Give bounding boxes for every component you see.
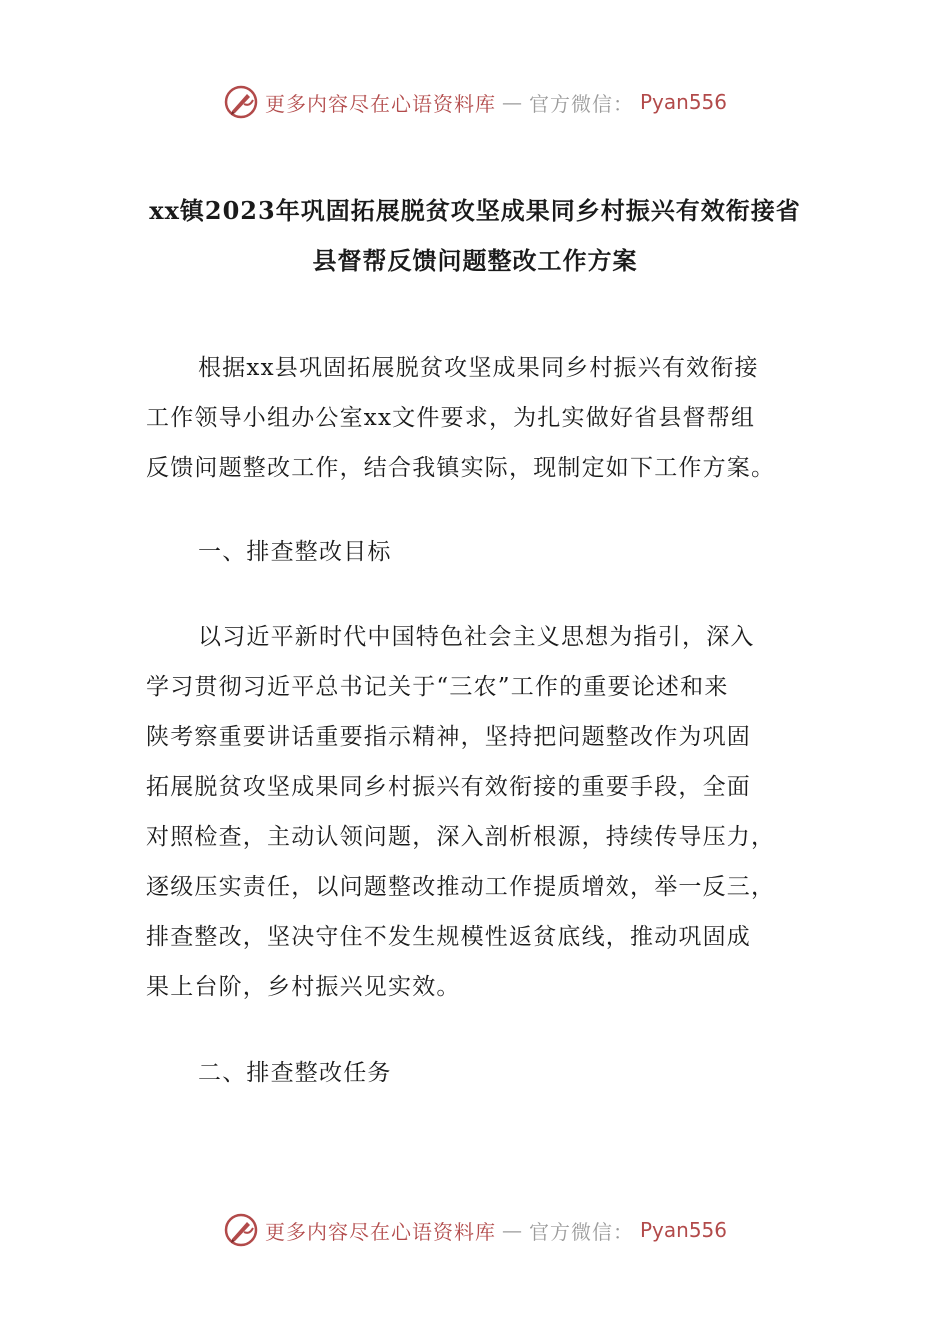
watermark-banner-top xyxy=(0,84,950,120)
title-line: 县督帮反馈问题整改工作方案 xyxy=(312,246,638,275)
watermark-site-text: 更多内容尽在心语资料库 xyxy=(264,1219,496,1244)
pen-logo-icon xyxy=(223,84,259,120)
section-1-paragraph xyxy=(146,612,806,1012)
paragraph-line: 学习贯彻习近平总书记关于“三农”工作的重要论述和来 xyxy=(146,674,729,700)
paragraph-line: 拓展脱贫攻坚成果同乡村振兴有效衔接的重要手段，全面 xyxy=(146,774,751,800)
intro-paragraph xyxy=(146,343,806,493)
section-1-heading xyxy=(146,527,806,577)
paragraph-line: 以习近平新时代中国特色社会主义思想为指引，深入 xyxy=(198,624,755,650)
paragraph-line: 果上台阶，乡村振兴见实效。 xyxy=(146,974,461,1000)
pen-logo-icon xyxy=(223,1212,259,1248)
paragraph-line: 对照检查，主动认领问题，深入剖析根源，持续传导压力， xyxy=(146,824,776,850)
heading-text: 二、排查整改任务 xyxy=(198,1060,392,1086)
watermark-wechat-label: 官方微信： xyxy=(528,1219,634,1244)
paragraph-line: 反馈问题整改工作，结合我镇实际，现制定如下工作方案。 xyxy=(146,455,776,481)
paragraph-line: 根据xx县巩固拓展脱贫攻坚成果同乡村振兴有效衔接 xyxy=(198,355,759,381)
watermark-site-text: 更多内容尽在心语资料库 xyxy=(264,91,496,116)
title-line: xx镇2023年巩固拓展脱贫攻坚成果同乡村振兴有效衔接省 xyxy=(149,196,801,225)
paragraph-line: 工作领导小组办公室xx文件要求，为扎实做好省县督帮组 xyxy=(146,405,756,431)
watermark-separator: — xyxy=(501,1218,523,1242)
paragraph-line: 陕考察重要讲话重要指示精神，坚持把问题整改作为巩固 xyxy=(146,724,751,750)
paragraph-line: 逐级压实责任，以问题整改推动工作提质增效，举一反三， xyxy=(146,874,776,900)
watermark-wechat-label: 官方微信： xyxy=(528,91,634,116)
watermark-wechat-id: Pyan556 xyxy=(639,1218,727,1242)
watermark-separator: — xyxy=(501,90,523,114)
section-2-heading xyxy=(146,1048,806,1098)
document-title xyxy=(100,186,850,286)
paragraph-line: 排查整改，坚决守住不发生规模性返贫底线，推动巩固成 xyxy=(146,924,751,950)
watermark-banner-bottom xyxy=(0,1212,950,1248)
watermark-wechat-id: Pyan556 xyxy=(639,90,727,114)
heading-text: 一、排查整改目标 xyxy=(198,539,392,565)
